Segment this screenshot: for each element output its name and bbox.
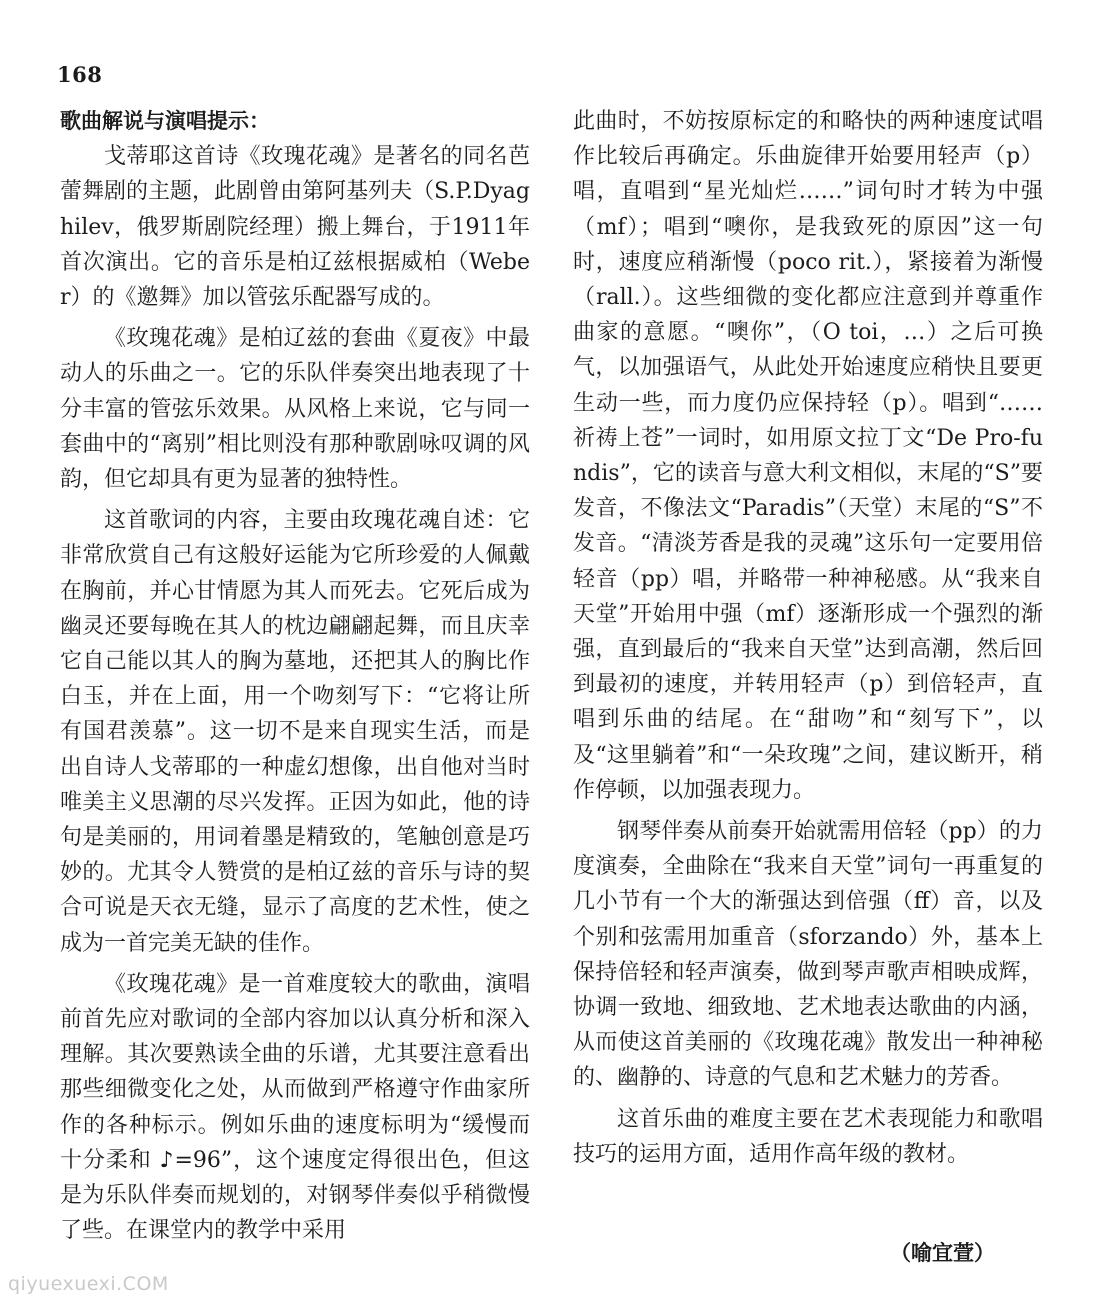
paragraph-piano: 钢琴伴奏从前奏开始就需用倍轻（pp）的力度演奏，全曲除在“我来自天堂”词句一再重复的几小节有一个大的渐强达到倍强（ff）音，以及个别和弦需用加重音（sforzando）外，基本上保持倍轻和轻声演奏，做到琴声歌声相映成辉，协调一致地、细致地、艺术地表达歌曲的内涵，从而使这首美丽的《玫瑰花魂》散发出一种神秘的、幽静的、诗意的气息和艺术魅力的芳香。 — [573, 819, 1043, 1091]
section-heading: 歌曲解说与演唱提示： — [60, 109, 270, 133]
author-credit: （喻宜萱） — [890, 1240, 995, 1265]
paragraph-lyrics: 这首歌词的内容，主要由玫瑰花魂自述：它非常欣赏自己有这般好运能为它所珍爱的人佩戴在胸前，并心甘情愿为其人而死去。它死后成为幽灵还要每晚在其人的枕边翩翩起舞，而且庆幸它自己能以其人的胸为墓地，还把其人的胸比作白玉，并在上面，用一个吻刻写下：“它将让所有国君羡慕”。这一切不是来自现实生活，而是出自诗人戈蒂耶的一种虚幻想像，出自他对当时唯美主义思潮的尽兴发挥。正因为如此，他的诗句是美丽的，用词着墨是精致的，笔触创意是巧妙的。尤其令人赞赏的是柏辽兹的音乐与诗的契合可说是天衣无缝，显示了高度的艺术性，使之成为一首完美无缺的佳作。 — [60, 508, 530, 956]
watermark: qiyuexuexi.COM — [8, 1273, 169, 1295]
paragraph-performance: 《玫瑰花魂》是一首难度较大的歌曲，演唱前首先应对歌词的全部内容加以认真分析和深入理解。其次要熟读全曲的乐谱，尤其要注意看出那些细微变化之处，从而做到严格遵守作曲家所作的各种标示。例如乐曲的速度标明为“缓慢而十分柔和 ♪=96”，这个速度定得很出色，但这是为乐队伴奏而规划的，对钢琴伴奏似乎稍微慢了些。在课堂内的教学中采用 — [60, 971, 530, 1244]
page-number: 168 — [57, 62, 103, 87]
paragraph-intro: 戈蒂耶这首诗《玫瑰花魂》是著名的同名芭蕾舞剧的主题，此剧曾由第阿基列夫（S.P.Dyaghilev，俄罗斯剧院经理）搬上舞台，于1911年首次演出。它的音乐是柏辽兹根据威柏（Weber）的《邀舞》加以管弦乐配器写成的。 — [60, 144, 530, 311]
paragraph-style: 《玫瑰花魂》是柏辽兹的套曲《夏夜》中最动人的乐曲之一。它的乐队伴奏突出地表现了十分丰富的管弦乐效果。从风格上来说，它与同一套曲中的“离别”相比则没有那种歌剧咏叹调的风韵，但它却具有更为显著的独特性。 — [60, 326, 530, 493]
left-column — [60, 104, 530, 1249]
right-column — [573, 104, 1043, 1172]
paragraph-difficulty: 这首乐曲的难度主要在艺术表现能力和歌唱技巧的运用方面，适用作高年级的教材。 — [573, 1106, 1043, 1167]
paragraph-tempo-dynamics: 此曲时，不妨按原标定的和略快的两种速度试唱作比较后再确定。乐曲旋律开始要用轻声（p）唱，直唱到“星光灿烂……”词句时才转为中强（mf）；唱到“噢你，是我致死的原因”这一句时，速度应稍渐慢（poco rit.），紧接着为渐慢（rall.）。这些细微的变化都应注意到并尊重作曲家的意愿。“噢你”，（O toi，…）之后可换气，以加强语气，从此处开始速度应稍快且要更生动一些，而力度仍应保持轻（p）。唱到“……祈祷上苍”一词时，如用原文拉丁文“De Pro-fundis”，它的读音与意大利文相似，末尾的“S”要发音，不像法文“Paradis”（天堂）末尾的“S”不发音。“清淡芳香是我的灵魂”这乐句一定要用倍轻音（pp）唱，并略带一种神秘感。从“我来自天堂”开始用中强（mf）逐渐形成一个强烈的渐强，直到最后的“我来自天堂”达到高潮，然后回到最初的速度，并转用轻声（p）到倍轻声，直唱到乐曲的结尾。在“甜吻”和“刻写下”，以及“这里躺着”和“一朵玫瑰”之间，建议断开，稍作停顿，以加强表现力。 — [573, 109, 1043, 803]
